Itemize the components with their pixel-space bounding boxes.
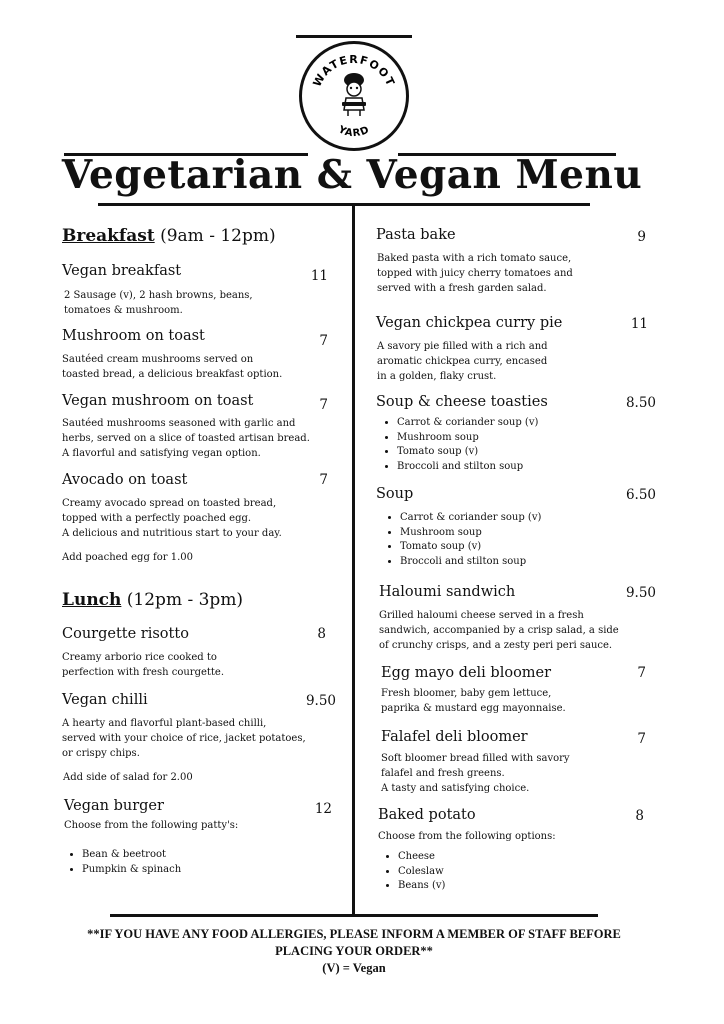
desc-line: A hearty and flavorful plant-based chilli, — [62, 718, 267, 729]
option-item: • Tomato soup (v) — [397, 445, 538, 460]
option-item: • Cheese — [398, 850, 445, 865]
menu-item-name: Vegan chickpea curry pie — [376, 315, 563, 331]
desc-line: paprika & mustard egg mayonnaise. — [381, 703, 566, 714]
option-list — [62, 848, 181, 877]
desc-line: Baked pasta with a rich tomato sauce, — [377, 253, 572, 264]
menu-item-desc — [381, 686, 651, 716]
bottom-rule — [110, 914, 598, 917]
option-item: • Pumpkin & spinach — [82, 863, 181, 878]
option-item: • Carrot & coriander soup (v) — [400, 511, 541, 526]
desc-line: A flavorful and satisfying vegan option. — [62, 448, 261, 459]
desc-line: served with your choice of rice, jacket potatoes, — [62, 733, 306, 744]
menu-item-name: Avocado on toast — [62, 472, 188, 488]
waterfoot-yard-logo — [299, 41, 409, 151]
top-rule — [296, 35, 412, 38]
menu-item-name: Vegan breakfast — [62, 263, 182, 279]
menu-item-price: 12 — [314, 801, 332, 817]
breakfast-hours: (9am - 12pm) — [160, 226, 276, 246]
menu-item-price: 7 — [319, 397, 328, 413]
menu-item-desc — [62, 416, 347, 461]
desc-line: of crunchy crisps, and a zesty peri peri sauce. — [379, 640, 613, 651]
menu-item-desc — [62, 496, 332, 541]
lunch-hours: (12pm - 3pm) — [126, 590, 244, 610]
menu-item-price: 9.50 — [625, 585, 656, 601]
breakfast-heading — [62, 226, 276, 246]
desc-line: 2 Sausage (v), 2 hash browns, beans, — [64, 290, 253, 301]
menu-item-name: Vegan burger — [64, 798, 164, 814]
desc-line: A savory pie filled with a rich and — [377, 341, 548, 352]
option-list — [378, 850, 445, 894]
column-divider — [352, 206, 355, 914]
menu-item-name: Baked potato — [378, 807, 476, 823]
lunch-heading — [62, 590, 243, 610]
option-item: • Broccoli and stilton soup — [400, 555, 541, 570]
menu-item-price: 8 — [635, 808, 644, 824]
menu-item-name: Haloumi sandwich — [379, 584, 516, 600]
chef-figure-icon — [342, 73, 366, 116]
option-item: • Carrot & coriander soup (v) — [397, 416, 538, 431]
menu-title: Vegetarian & Vegan Menu — [61, 152, 643, 198]
desc-line: Soft bloomer bread filled with savory — [381, 753, 570, 764]
menu-item-extra: Add poached egg for 1.00 — [62, 552, 193, 563]
menu-item-desc — [62, 352, 332, 382]
desc-line: herbs, served on a slice of toasted artisan bread. — [62, 433, 310, 444]
option-item: • Bean & beetroot — [82, 848, 181, 863]
option-list — [377, 416, 538, 474]
option-item: • Mushroom soup — [397, 431, 538, 446]
menu-item-name: Courgette risotto — [62, 626, 189, 642]
menu-item-price: 8.50 — [625, 395, 656, 411]
title-rule-bottom — [98, 203, 590, 206]
menu-item-name: Mushroom on toast — [62, 328, 205, 344]
desc-line: Grilled haloumi cheese served in a fresh — [379, 610, 584, 621]
desc-line: tomatoes & mushroom. — [64, 305, 183, 316]
menu-item-desc — [377, 251, 647, 296]
breakfast-label: Breakfast — [62, 226, 155, 246]
option-item: • Mushroom soup — [400, 526, 541, 541]
logo-bottom-text: YARD — [336, 124, 372, 140]
allergy-notice-cont: PLACING YOUR ORDER** — [275, 944, 433, 958]
option-item: • Tomato soup (v) — [400, 540, 541, 555]
desc-line: toasted bread, a delicious breakfast option. — [62, 369, 283, 380]
menu-item-name: Vegan chilli — [62, 692, 148, 708]
option-list — [380, 511, 541, 569]
desc-line: in a golden, flaky crust. — [377, 371, 497, 382]
desc-line: Sautéed cream mushrooms served on — [62, 354, 254, 365]
option-item: • Beans (v) — [398, 879, 445, 894]
menu-item-price: 7 — [637, 665, 646, 681]
desc-line: perfection with fresh courgette. — [62, 667, 225, 678]
menu-item-desc — [377, 339, 647, 384]
menu-item-price: 7 — [637, 731, 646, 747]
menu-item-price: 7 — [319, 333, 328, 349]
menu-item-intro: Choose from the following options: — [378, 831, 556, 842]
logo-top-text: WATERFOOT — [310, 52, 398, 89]
menu-item-price: 11 — [310, 268, 328, 284]
menu-item-desc — [62, 650, 332, 680]
desc-line: topped with a perfectly poached egg. — [62, 513, 252, 524]
desc-line: Creamy arborio rice cooked to — [62, 652, 217, 663]
logo-emblem — [302, 44, 406, 148]
menu-item-name: Pasta bake — [376, 227, 456, 243]
option-item: • Broccoli and stilton soup — [397, 460, 538, 475]
menu-item-extra: Add side of salad for 2.00 — [63, 772, 193, 783]
menu-item-price: 11 — [630, 316, 648, 332]
menu-item-desc — [379, 608, 669, 653]
option-item: • Coleslaw — [398, 865, 445, 880]
menu-item-price: 6.50 — [625, 487, 656, 503]
menu-item-name: Vegan mushroom on toast — [62, 393, 254, 409]
desc-line: sandwich, accompanied by a crisp salad, a side — [379, 625, 619, 636]
allergy-notice: **IF YOU HAVE ANY FOOD ALLERGIES, PLEASE INFORM A MEMBER OF STAFF BEFORE — [87, 927, 621, 941]
desc-line: falafel and fresh greens. — [381, 768, 505, 779]
menu-item-desc — [381, 751, 651, 796]
menu-item-desc — [62, 716, 347, 761]
desc-line: served with a fresh garden salad. — [377, 283, 547, 294]
desc-line: topped with juicy cherry tomatoes and — [377, 268, 573, 279]
vegan-key: (V) = Vegan — [322, 961, 386, 975]
desc-line: A delicious and nutritious start to your day. — [62, 528, 282, 539]
menu-item-name: Egg mayo deli bloomer — [381, 665, 552, 681]
menu-item-price: 9.50 — [305, 693, 336, 709]
desc-line: A tasty and satisfying choice. — [381, 783, 530, 794]
lunch-label: Lunch — [62, 590, 122, 610]
menu-item-name: Soup & cheese toasties — [376, 394, 548, 410]
desc-line: Creamy avocado spread on toasted bread, — [62, 498, 277, 509]
menu-item-name: Falafel deli bloomer — [381, 729, 528, 745]
desc-line: Sautéed mushrooms seasoned with garlic and — [62, 418, 296, 429]
desc-line: aromatic chickpea curry, encased — [377, 356, 548, 367]
menu-item-intro: Choose from the following patty's: — [64, 820, 239, 831]
desc-line: or crispy chips. — [62, 748, 140, 759]
menu-item-price: 8 — [317, 626, 326, 642]
menu-item-price: 7 — [319, 472, 328, 488]
desc-line: Fresh bloomer, baby gem lettuce, — [381, 688, 552, 699]
menu-item-desc — [64, 288, 334, 318]
menu-item-price: 9 — [637, 229, 646, 245]
menu-item-name: Soup — [376, 486, 414, 502]
